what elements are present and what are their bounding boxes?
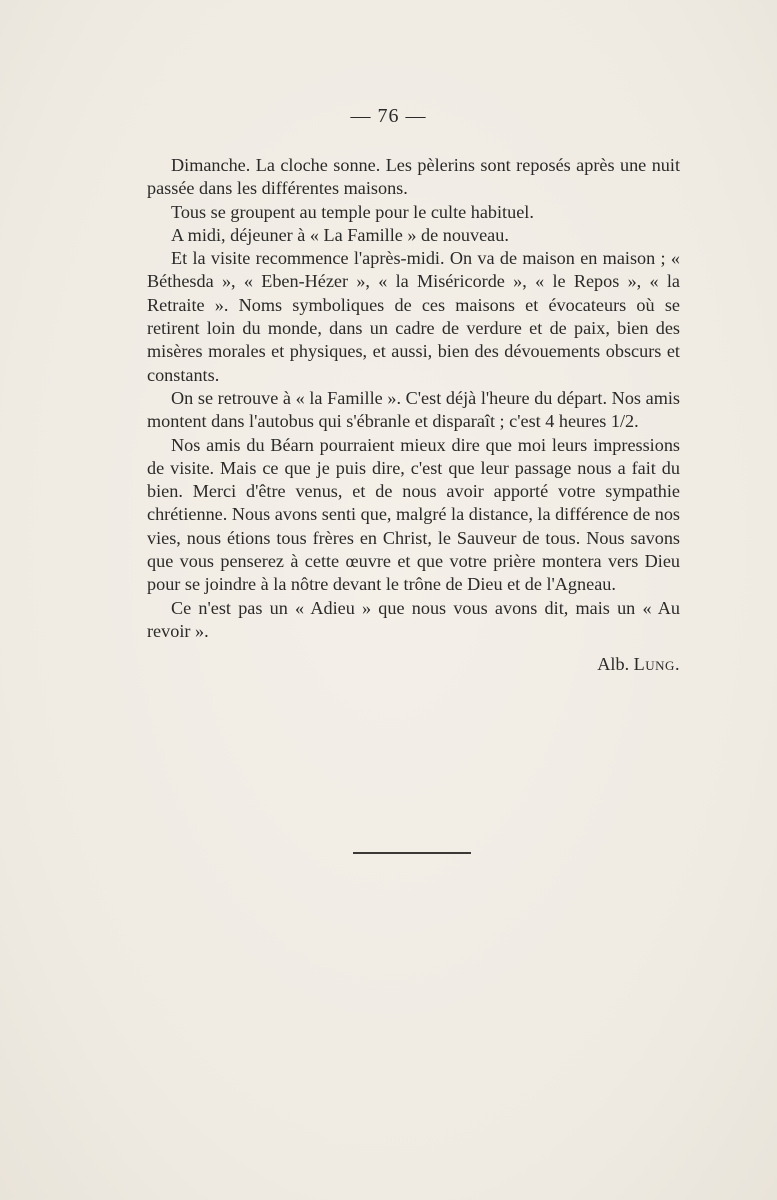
paragraph-4: Et la visite recommence l'après-midi. On va de maison en maison ; « Béthesda », « Eben-Hézer », « la Miséricorde », « le Repos », « la Retraite ». Noms symboliques de ces maisons et évocateurs où se retirent loin du monde, dans un cadre de verdure et de paix, bien des misères morales et physiques, et aussi, bien des dévouements obscurs et constants. — [147, 248, 680, 385]
paragraph-2: Tous se groupent au temple pour le culte habituel. — [171, 201, 534, 222]
page-number: — 76 — — [350, 105, 427, 127]
body-text — [147, 154, 680, 677]
paragraph-5: On se retrouve à « la Famille ». C'est déjà l'heure du départ. Nos amis montent dans l'autobus qui s'ébranle et disparaît ; c'est 4 heures 1/2. — [147, 387, 680, 432]
signature — [147, 653, 680, 676]
paragraph-1: Dimanche. La cloche sonne. Les pèlerins sont reposés après une nuit passée dans les différentes maisons. — [147, 155, 680, 199]
end-rule-divider — [353, 852, 471, 854]
paragraph-3: A midi, déjeuner à « La Famille » de nouveau. — [171, 224, 509, 245]
paragraph-7: Ce n'est pas un « Adieu » que nous vous avons dit, mais un « Au revoir ». — [147, 597, 680, 641]
paragraph-6: Nos amis du Béarn pourraient mieux dire que moi leurs impressions de visite. Mais ce que je puis dire, c'est que leur passage nous a fait du bien. Merci d'être venus, et de nous avoir apporté votre sympathie chrétienne. Nous avons senti que, malgré la distance, la différence de nos vies, nous étions tous frères en Christ, le Sauveur de tous. Nous savons que vous penserez à cette œuvre et que votre prière montera vers Dieu pour se joindre à la nôtre devant le trône de Dieu et de l'Agneau. — [147, 434, 680, 595]
signature-first-name: Alb. — [597, 654, 630, 675]
signature-last-name: Lung. — [633, 654, 680, 675]
